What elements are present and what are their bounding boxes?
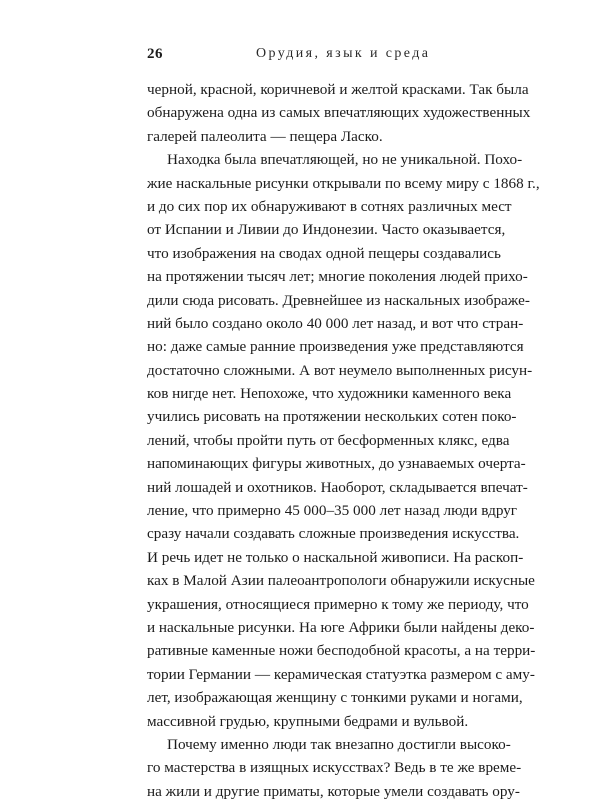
text-line: И речь идет не только о наскальной живописи. На раскоп- bbox=[147, 548, 524, 566]
text-line: обнаружена одна из самых впечатляющих художественных bbox=[147, 104, 531, 122]
text-line: и до сих пор их обнаруживают в сотнях различных мест bbox=[147, 197, 512, 215]
running-head bbox=[0, 46, 600, 68]
text-line: но: даже самые ранние произведения уже представляются bbox=[147, 338, 524, 356]
text-line: ний лошадей и охотников. Наоборот, складывается впечат- bbox=[147, 478, 528, 496]
text-line: го мастерства в изящных искусствах? Ведь в те же време- bbox=[147, 759, 522, 777]
text-line: ративные каменные ножи бесподобной красоты, а на терри- bbox=[147, 642, 536, 660]
text-line: черной, красной, коричневой и желтой красками. Так была bbox=[147, 81, 529, 98]
text-line: напоминающих фигуры животных, до узнаваемых очерта- bbox=[147, 455, 526, 473]
page-number: 26 bbox=[147, 46, 163, 62]
paragraph-first-line: Находка была впечатляющей, но не уникальной. Похо- bbox=[167, 151, 523, 169]
text-line: сразу начали создавать сложные произведения искусства. bbox=[147, 525, 520, 543]
text-line: ление, что примерно 45 000–35 000 лет назад люди вдруг bbox=[147, 502, 518, 520]
paragraph-first-line: Почему именно люди так внезапно достигли высоко- bbox=[167, 735, 511, 753]
text-line: галерей палеолита — пещера Ласко. bbox=[147, 127, 383, 145]
text-line: украшения, относящиеся примерно к тому же периоду, что bbox=[147, 595, 529, 613]
chapter-title: Орудия, язык и среда bbox=[256, 46, 431, 61]
text-line: дили сюда рисовать. Древнейшее из наскальных изображе- bbox=[147, 291, 530, 309]
text-line: от Испании и Ливии до Индонезии. Часто оказывается, bbox=[147, 221, 506, 239]
body-text bbox=[147, 78, 540, 803]
text-line: тории Германии — керамическая статуэтка размером с аму- bbox=[147, 665, 535, 683]
text-line: учились рисовать на протяжении нескольких сотен поко- bbox=[147, 408, 517, 426]
text-line: и наскальные рисунки. На юге Африки были найдены деко- bbox=[147, 618, 535, 636]
text-line: достаточно сложными. А вот неумело выполненных рисун- bbox=[147, 361, 533, 379]
text-line: на протяжении тысяч лет; многие поколения людей прихо- bbox=[147, 268, 528, 286]
text-line: ний было создано около 40 000 лет назад, и вот что стран- bbox=[147, 314, 524, 332]
text-line: что изображения на сводах одной пещеры создавались bbox=[147, 244, 501, 262]
text-line: массивной грудью, крупными бедрами и вульвой. bbox=[147, 712, 469, 730]
text-line: на жили и другие приматы, которые умели создавать ору- bbox=[147, 782, 520, 800]
text-line: ках в Малой Азии палеоантропологи обнаружили искусные bbox=[147, 572, 535, 590]
text-line: жие наскальные рисунки открывали по всему миру с 1868 г., bbox=[147, 174, 540, 192]
text-line: лений, чтобы пройти путь от бесформенных клякс, едва bbox=[147, 431, 510, 449]
text-line: ков нигде нет. Непохоже, что художники каменного века bbox=[147, 385, 512, 403]
text-line: лет, изображающая женщину с тонкими руками и ногами, bbox=[147, 689, 523, 707]
